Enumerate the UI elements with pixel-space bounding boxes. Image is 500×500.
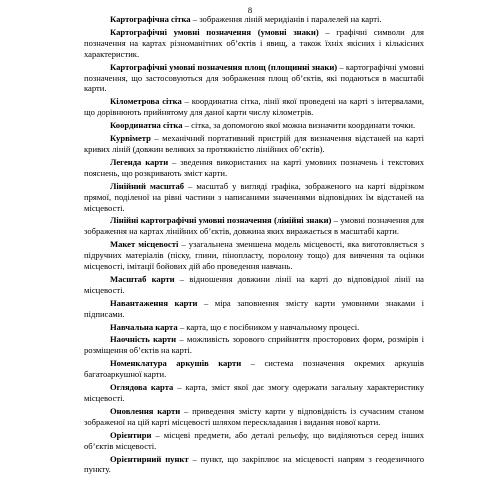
glossary-entry	[84, 215, 424, 237]
glossary-entry	[84, 62, 424, 95]
page-number: 8	[247, 5, 253, 15]
glossary-term: Оглядова карта	[110, 382, 174, 393]
glossary-definition: – карта, зміст якої дає змогу одержати загальну характеристику місцевості.	[84, 382, 424, 403]
glossary-term: Лінійний масштаб	[110, 180, 185, 191]
glossary-term: Координатна сітка	[110, 120, 183, 131]
glossary-term: Картографічні умовні позначення (умовні знаки)	[110, 26, 319, 37]
glossary-term: Легенда карти	[110, 156, 169, 167]
glossary-entry	[84, 298, 424, 320]
glossary-entry	[84, 96, 424, 118]
glossary-definition: – сітка, за допомогою якої можна визначити координати точки.	[182, 120, 416, 131]
glossary-term: Номенклатура аркушів карти	[110, 358, 242, 369]
glossary-definition: – масштаб у вигляді графіка, зображеного на карті відрізком прямої, поділеної на рівні частини з написаними значеннями відповідних їм відстаней на місцевості.	[84, 180, 424, 213]
glossary-definition: – карта, що є посібником у навчальному процесі.	[177, 321, 360, 332]
glossary-definition: – графічні символи для позначення на картах різноманітних об’єктів і явищ, а також їхніх якісних і кількісних характеристик.	[84, 26, 424, 59]
glossary-entry	[84, 239, 424, 272]
glossary-entry	[84, 27, 424, 60]
glossary-term: Навчальна карта	[110, 321, 178, 332]
glossary-definition: – можливість зорового сприйняття просторових форм, розмірів і розміщення об’єктів на карті.	[84, 334, 424, 356]
glossary-term: Картографічна сітка	[110, 14, 191, 24]
glossary-term: Орієнтирний пункт	[110, 453, 189, 464]
glossary-term: Лінійні картографічні умовні позначення (лінійні знаки)	[110, 215, 332, 226]
glossary-entry	[84, 133, 424, 155]
glossary-definition: – відношення довжини лінії на карті до відповідної лінії на місцевості.	[84, 273, 424, 295]
glossary-definition: – приведення змісту карти у відповідність із сучасним станом зображеної на цій карті місцевості шляхом перескладання і видання нової карти.	[84, 405, 424, 427]
glossary-term: Оновлення карти	[110, 405, 181, 416]
glossary-definition: – система позначення окремих аркушів багатоаркушної карти.	[84, 358, 424, 380]
glossary-definition: – пункт, що закріплює на місцевості напрям з геодезичного пункту.	[84, 453, 424, 475]
glossary-definition: – зведення використаних на карті умовних позначень і текстових пояснень, що розкривають зміст карти.	[84, 156, 424, 178]
glossary-entry	[84, 181, 424, 214]
glossary-entry	[84, 14, 424, 25]
glossary-definition: – координатна сітка, лінії якої проведені на карті з інтервалами, що дорівнюють прийнятому для даної карти числу кілометрів.	[84, 96, 424, 118]
glossary-body	[84, 14, 424, 477]
glossary-entry	[84, 157, 424, 179]
glossary-term: Макет місцевості	[110, 239, 179, 250]
glossary-definition: – місцеві предмети, або деталі рельєфу, що виділяються серед інших об’єктів місцевості.	[84, 429, 424, 451]
glossary-definition: – умовні позначення для зображення на картах лінійних об’єктів, довжина яких виражається в масштабі карти.	[84, 215, 424, 237]
glossary-definition: – механічний портативний пристрій для визначення відстаней на карті кривих ліній (довжин великих за протяжністю лінійних об’єктів).	[84, 133, 424, 154]
glossary-entry	[84, 274, 424, 296]
glossary-term: Орієнтири	[110, 429, 152, 440]
glossary-entry	[84, 454, 424, 476]
glossary-entry	[84, 382, 424, 404]
glossary-definition: – зображення ліній меридіанів і паралелей на карті.	[190, 14, 382, 24]
glossary-term: Кілометрова сітка	[110, 96, 182, 107]
glossary-term: Наочність карти	[110, 334, 177, 345]
glossary-term: Навантаження карти	[110, 297, 198, 308]
glossary-definition: – міра заповнення змісту карти умовними знаками і підписами.	[84, 297, 424, 319]
glossary-entry	[84, 322, 424, 333]
glossary-entry	[84, 358, 424, 380]
glossary-entry	[84, 430, 424, 452]
glossary-term: Курвіметр	[110, 133, 151, 144]
glossary-definition: – картографічні умовні позначення, що застосовуються для зображення площ об’єктів, які подаються в масштабі карти.	[84, 61, 424, 94]
glossary-definition: – узагальнена зменшена модель місцевості, яка виготовляється з підручних матеріалів (піску, глини, пінопласту, поролону тощо) для вивчення та оцінки місцевості, імітації бойових дій або проведення навчань.	[84, 239, 424, 272]
glossary-term: Масштаб карти	[110, 273, 175, 284]
glossary-entry	[84, 120, 424, 131]
glossary-entry	[84, 406, 424, 428]
glossary-term: Картографічні умовні позначення площ (площинні знаки)	[110, 61, 338, 72]
glossary-entry	[84, 334, 424, 356]
